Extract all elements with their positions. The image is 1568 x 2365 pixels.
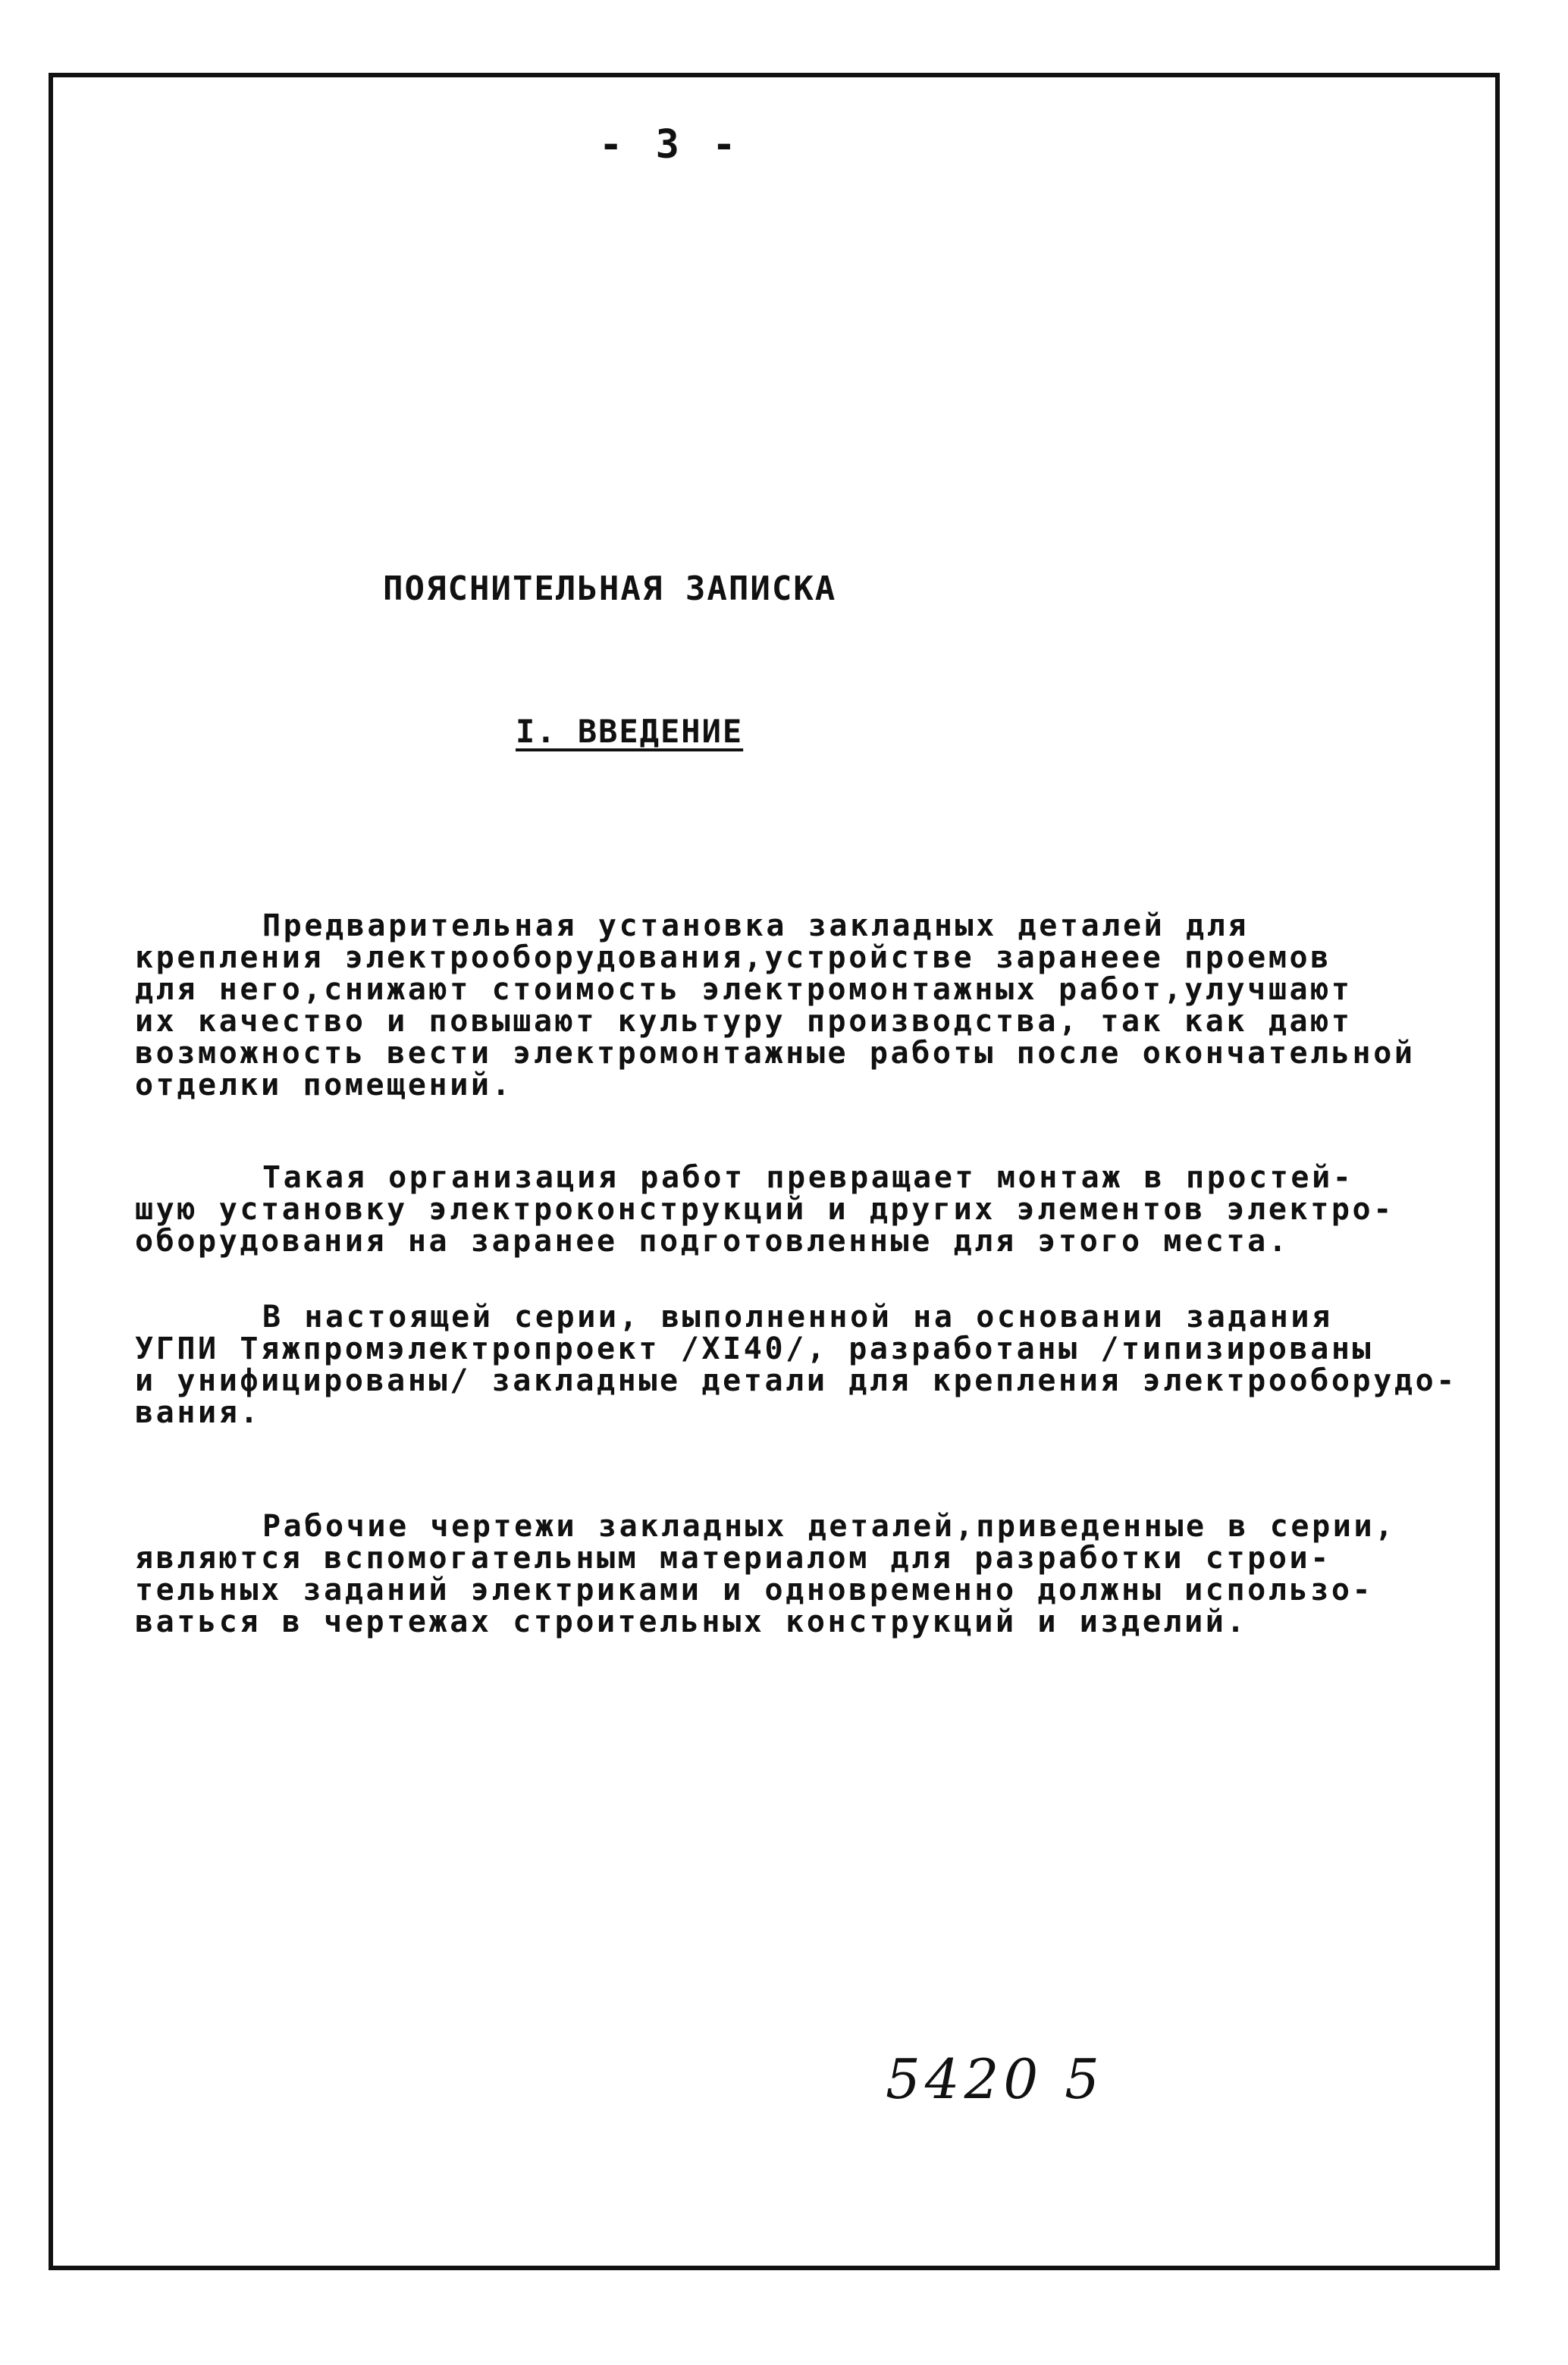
paragraph xyxy=(135,1301,1457,1429)
paragraph-line: шую установку электроконструкций и других элементов электро- xyxy=(135,1192,1394,1227)
paragraph-line: вания. xyxy=(135,1395,262,1430)
paragraph-line: тельных заданий электриками и одновременно должны использо- xyxy=(135,1573,1374,1608)
paragraph-line: их качество и повышают культуру производства, так как дают xyxy=(135,1004,1353,1039)
paragraph xyxy=(135,910,1416,1101)
paragraph-line: В настоящей серии, выполненной на основании задания xyxy=(262,1300,1333,1335)
handwritten-note: 5420 5 xyxy=(886,2047,1104,2111)
paragraph-line: являются вспомогательным материалом для разработки строи- xyxy=(135,1541,1331,1576)
document-title: ПОЯСНИТЕЛЬНАЯ ЗАПИСКА xyxy=(383,569,837,608)
paragraph-line: Предварительная установка закладных деталей для xyxy=(262,908,1250,943)
paragraph-line: и унифицированы/ закладные детали для крепления электрооборудо- xyxy=(135,1363,1457,1398)
paragraph-line: оборудования на заранее подготовленные для этого места. xyxy=(135,1224,1290,1259)
paragraph-line: отделки помещений. xyxy=(135,1068,513,1103)
paragraph xyxy=(135,1510,1396,1638)
paragraph-line: Такая организация работ превращает монтаж в простей- xyxy=(262,1160,1354,1195)
paragraph-line: крепления электрооборудования,устройстве заранеее проемов xyxy=(135,940,1331,975)
section-heading: I. ВВЕДЕНИЕ xyxy=(516,713,744,750)
paragraph-line: возможность вести электромонтажные работы после окончательной xyxy=(135,1036,1416,1071)
paragraph-line: УГПИ Тяжпромэлектропроект /XI40/, разработаны /типизированы xyxy=(135,1331,1374,1366)
paragraph-line: Рабочие чертежи закладных деталей,приведенные в серии, xyxy=(262,1509,1396,1544)
paragraph-line: ваться в чертежах строительных конструкций и изделий. xyxy=(135,1604,1248,1639)
page-number: - 3 - xyxy=(599,122,741,168)
paragraph xyxy=(135,1162,1394,1257)
paragraph-line: для него,снижают стоимость электромонтажных работ,улучшают xyxy=(135,972,1353,1007)
